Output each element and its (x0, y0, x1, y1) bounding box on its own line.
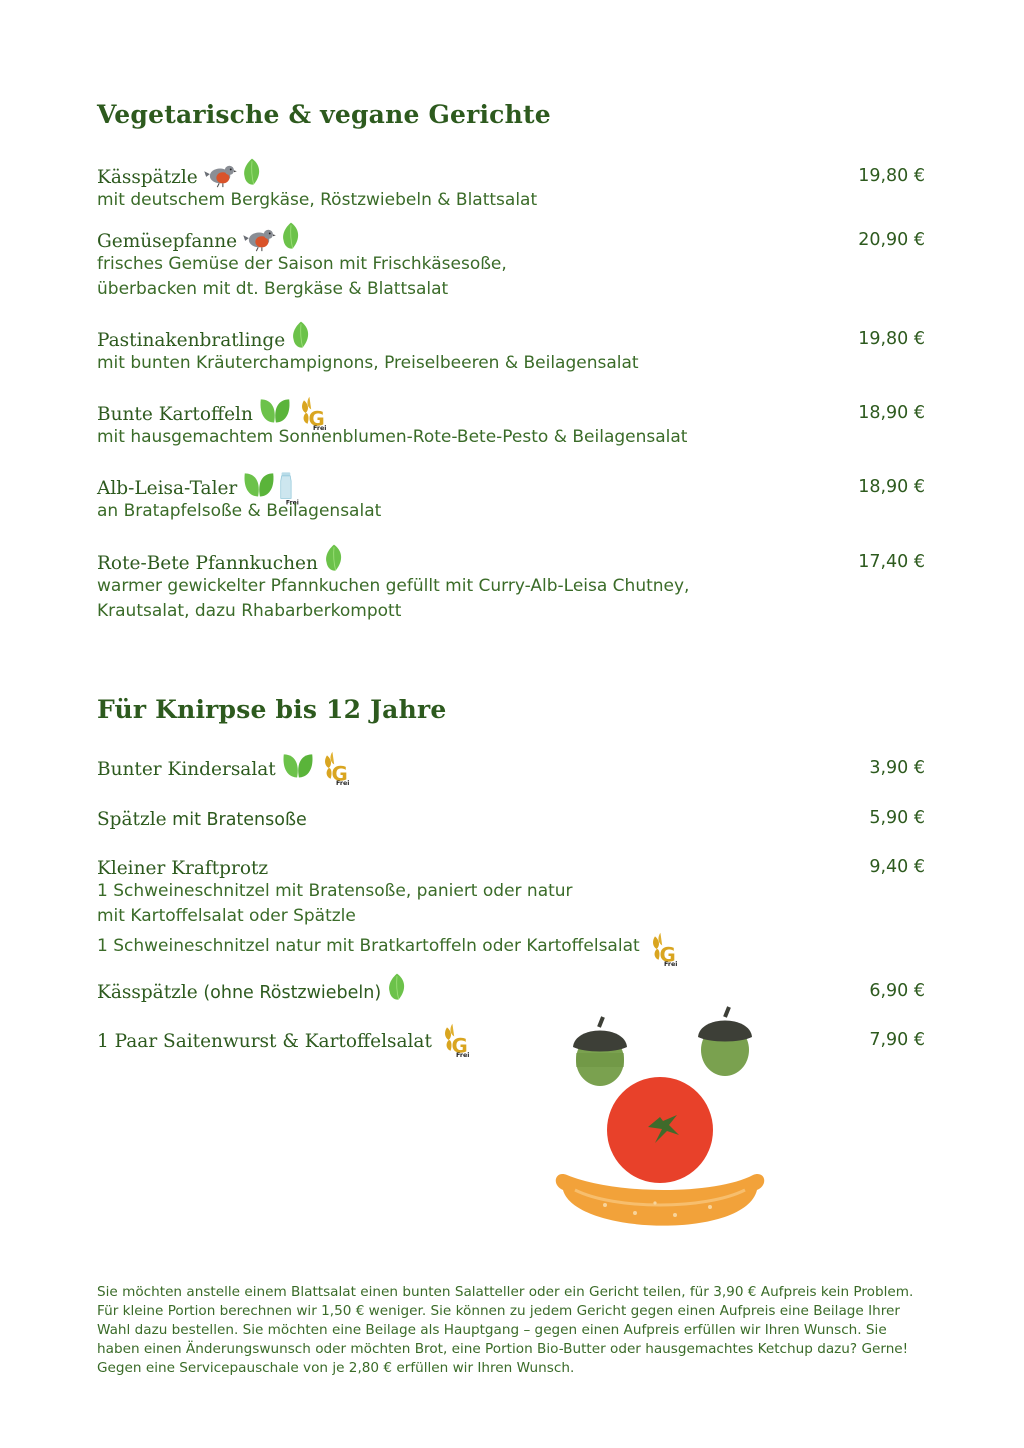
leaf-icon (324, 542, 344, 574)
footer-note (97, 1283, 937, 1378)
item-description: mit bunten Kräuterchampignons, Preiselbeeren & Beilagensalat (97, 353, 639, 373)
item-description: 1 Schweineschnitzel mit Bratensoße, paniert oder natur (97, 881, 573, 901)
acorn-icon (698, 1007, 752, 1076)
menu-item-spaetzle (97, 802, 925, 830)
double-leaf-icon (282, 750, 314, 780)
section-title-vegetarian: Vegetarische & vegane Gerichte (97, 100, 551, 129)
footer-line: Wahl dazu bestellen. Sie möchten eine Beilage als Hauptgang – gegen einen Aufpreis erfüllen wir Ihren Wunsch. Sie (97, 1322, 887, 1338)
item-price: 20,90 € (858, 230, 925, 250)
item-name: 1 Paar Saitenwurst & Kartoffelsalat (97, 1031, 432, 1052)
item-description: an Bratapfelsoße & Beilagensalat (97, 501, 382, 521)
item-price: 19,80 € (858, 329, 925, 349)
item-description: mit hausgemachtem Sonnenblumen-Rote-Bete-Pesto & Beilagensalat (97, 427, 688, 447)
menu-item-bunter-kindersalat (97, 752, 925, 780)
item-name: Bunte Kartoffeln (97, 404, 253, 425)
item-price: 19,80 € (858, 166, 925, 186)
leaf-icon (291, 319, 311, 351)
double-leaf-icon (259, 395, 291, 425)
gluten-free-icon (318, 748, 354, 788)
item-price: 5,90 € (869, 808, 925, 828)
menu-item-kleiner-kraftprotz (97, 851, 925, 959)
item-name: Rote-Bete Pfannkuchen (97, 553, 318, 574)
item-name: Pastinakenbratlinge (97, 330, 286, 351)
menu-item-rote-bete-pfannkuchen (97, 546, 925, 624)
item-description-line (97, 929, 925, 959)
section-title-kids: Für Knirpse bis 12 Jahre (97, 695, 447, 724)
menu-item-saitenwurst (97, 1024, 925, 1052)
tomato-icon (607, 1077, 713, 1183)
leaf-icon (387, 971, 407, 1003)
leaf-icon (242, 156, 262, 188)
item-name (97, 982, 381, 1003)
gluten-free-icon (438, 1020, 474, 1060)
menu-item-bunte-kartoffeln (97, 397, 925, 450)
food-face-illustration (545, 1005, 785, 1255)
item-price: 7,90 € (869, 1030, 925, 1050)
item-name: Kässpätzle (97, 167, 198, 188)
item-name-suffix: mit Bratensoße (166, 810, 307, 830)
double-leaf-icon (243, 469, 275, 499)
item-description: mit Kartoffelsalat oder Spätzle (97, 906, 356, 926)
footer-line: Gegen eine Servicepauschale von je 2,80 € erfüllen wir Ihren Wunsch. (97, 1360, 575, 1376)
footer-line: Für kleine Portion berechnen wir 1,50 € weniger. Sie können zu jedem Gericht gegen einen Aufpreis eine Beilage Ihrer (97, 1303, 900, 1319)
item-price: 9,40 € (869, 857, 925, 877)
bird-icon (243, 226, 277, 252)
item-description: warmer gewickelter Pfannkuchen gefüllt mit Curry-Alb-Leisa Chutney, (97, 576, 690, 596)
item-name-main: Kässpätzle (97, 982, 198, 1003)
menu-item-gemuesepfanne (97, 224, 925, 302)
bird-icon (204, 162, 238, 188)
item-name (97, 809, 307, 830)
item-price: 6,90 € (869, 981, 925, 1001)
menu-item-kaesspaetzle (97, 160, 925, 213)
gluten-free-icon (646, 929, 682, 969)
item-name: Gemüsepfanne (97, 231, 238, 252)
item-price: 17,40 € (858, 552, 925, 572)
menu-item-pastinakenbratlinge (97, 323, 925, 376)
menu-item-alb-leisa-taler (97, 471, 925, 524)
footer-line: haben einen Änderungswunsch oder möchten Brot, eine Portion Bio-Butter oder hausgemachtes Ketchup dazu? Gerne! (97, 1341, 909, 1357)
item-name: Bunter Kindersalat (97, 759, 276, 780)
menu-item-kaesspaetzle-kids (97, 975, 925, 1003)
item-price: 18,90 € (858, 477, 925, 497)
item-name-suffix: (ohne Röstzwiebeln) (197, 983, 382, 1003)
item-description: 1 Schweineschnitzel natur mit Bratkartoffeln oder Kartoffelsalat (97, 936, 640, 956)
item-price: 18,90 € (858, 403, 925, 423)
item-name: Kleiner Kraftprotz (97, 858, 269, 879)
item-name: Alb-Leisa-Taler (97, 478, 238, 499)
leaf-icon (281, 220, 301, 252)
item-name-main: Spätzle (97, 809, 167, 830)
item-price: 3,90 € (869, 758, 925, 778)
item-description: überbacken mit dt. Bergkäse & Blattsalat (97, 279, 449, 299)
item-description: Krautsalat, dazu Rhabarberkompott (97, 601, 402, 621)
footer-line: Sie möchten anstelle einem Blattsalat einen bunten Salatteller oder ein Gericht teilen, für 3,90 € Aufpreis kein Problem. (97, 1284, 914, 1300)
acorn-icon (573, 1017, 627, 1086)
item-description: mit deutschem Bergkäse, Röstzwiebeln & Blattsalat (97, 190, 538, 210)
item-description: frisches Gemüse der Saison mit Frischkäsesoße, (97, 254, 507, 274)
